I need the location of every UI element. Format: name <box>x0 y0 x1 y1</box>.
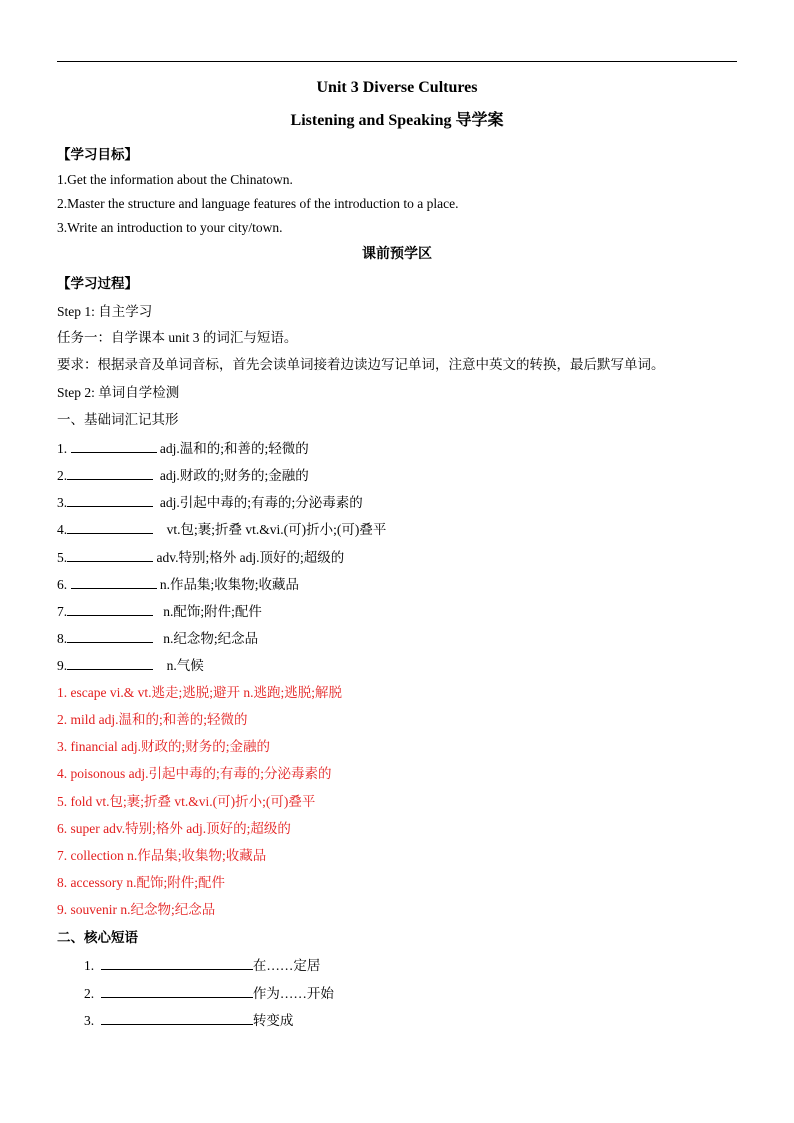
answer-line: 8. accessory n.配饰;附件;配件 <box>57 875 225 890</box>
phrase-number: 1. <box>84 958 95 973</box>
answer-blank[interactable] <box>67 467 153 480</box>
vocab-meaning: n.气候 <box>166 658 204 673</box>
answer-blank[interactable] <box>71 440 157 453</box>
answer-blank[interactable] <box>101 1012 253 1025</box>
answer-blank[interactable] <box>67 657 153 670</box>
objective-item: 1.Get the information about the Chinatown. <box>57 172 293 187</box>
process-heading: 【学习过程】 <box>57 276 138 291</box>
vocab-number: 1. <box>57 441 71 456</box>
vocab-blank-row <box>57 494 363 511</box>
answer-blank[interactable] <box>67 603 153 616</box>
step2-label: Step 2: 单词自学检测 <box>57 385 180 400</box>
vocab-number: 2. <box>57 468 68 483</box>
answer-blank[interactable] <box>101 985 253 998</box>
vocab-meaning: n.纪念物;纪念品 <box>163 631 259 646</box>
vocab-meaning: n.配饰;附件;配件 <box>163 604 262 619</box>
vocab-meaning: n.作品集;收集物;收藏品 <box>159 577 300 592</box>
vocab-blank-row <box>57 549 344 566</box>
core-phrases-heading: 二、核心短语 <box>57 930 138 945</box>
answer-blank[interactable] <box>67 494 153 507</box>
vocab-number: 8. <box>57 631 68 646</box>
vocab-meaning: adj.温和的;和善的;轻微的 <box>159 441 309 456</box>
vocab-number: 5. <box>57 550 68 565</box>
vocab-blank-row <box>57 603 262 620</box>
vocab-meaning: adv.特别;格外 adj.顶好的;超级的 <box>156 550 345 565</box>
preview-section-heading: 课前预学区 <box>362 247 432 262</box>
answer-line: 3. financial adj.财政的;财务的;金融的 <box>57 739 270 754</box>
part1-heading: 一、基础词汇记其形 <box>57 412 179 427</box>
vocab-number: 3. <box>57 495 68 510</box>
phrase-row <box>84 1012 293 1029</box>
phrase-meaning: 转变成 <box>252 1013 294 1028</box>
objective-item: 2.Master the structure and language features of the introduction to a place. <box>57 196 459 211</box>
answer-blank[interactable] <box>71 576 157 589</box>
answer-blank[interactable] <box>67 549 153 562</box>
answer-line: 6. super adv.特别;格外 adj.顶好的;超级的 <box>57 821 291 836</box>
answer-blank[interactable] <box>67 521 153 534</box>
header-rule <box>57 61 737 62</box>
answer-blank[interactable] <box>101 957 253 970</box>
answer-blank[interactable] <box>67 630 153 643</box>
requirement-text: 要求：根据录音及单词音标，首先会读单词接着边读边写记单词，注意中英文的转换，最后默写单词。 <box>57 357 665 372</box>
phrase-row <box>84 985 334 1002</box>
vocab-blank-row <box>57 440 309 457</box>
phrase-number: 2. <box>84 986 95 1001</box>
document-title: Unit 3 Diverse Cultures <box>316 79 478 96</box>
phrase-number: 3. <box>84 1013 95 1028</box>
answer-line: 5. fold vt.包;裹;折叠 vt.&vi.(可)折小;(可)叠平 <box>57 794 316 809</box>
answer-line: 7. collection n.作品集;收集物;收藏品 <box>57 848 267 863</box>
vocab-number: 6. <box>57 577 71 592</box>
phrase-meaning: 在……定居 <box>252 958 321 973</box>
phrase-meaning: 作为……开始 <box>252 986 334 1001</box>
vocab-meaning: adj.财政的;财务的;金融的 <box>159 468 309 483</box>
vocab-blank-row <box>57 521 386 538</box>
objectives-heading: 【学习目标】 <box>57 147 138 162</box>
answer-line: 2. mild adj.温和的;和善的;轻微的 <box>57 712 248 727</box>
phrase-row <box>84 957 320 974</box>
document-subtitle: Listening and Speaking 导学案 <box>290 112 504 129</box>
vocab-blank-row <box>57 467 309 484</box>
vocab-meaning: vt.包;裹;折叠 vt.&vi.(可)折小;(可)叠平 <box>166 522 387 537</box>
vocab-blank-row <box>57 630 258 647</box>
vocab-blank-row <box>57 657 204 674</box>
answer-line: 4. poisonous adj.引起中毒的;有毒的;分泌毒素的 <box>57 766 332 781</box>
answer-line: 1. escape vi.& vt.逃走;逃脱;避开 n.逃跑;逃脱;解脱 <box>57 685 342 700</box>
objective-item: 3.Write an introduction to your city/town. <box>57 220 283 235</box>
vocab-number: 4. <box>57 522 68 537</box>
step1-label: Step 1: 自主学习 <box>57 304 153 319</box>
vocab-number: 7. <box>57 604 68 619</box>
answer-line: 9. souvenir n.纪念物;纪念品 <box>57 902 216 917</box>
task1-text: 任务一：自学课本 unit 3 的词汇与短语。 <box>57 330 298 345</box>
vocab-meaning: adj.引起中毒的;有毒的;分泌毒素的 <box>159 495 363 510</box>
vocab-number: 9. <box>57 658 68 673</box>
vocab-blank-row <box>57 576 299 593</box>
